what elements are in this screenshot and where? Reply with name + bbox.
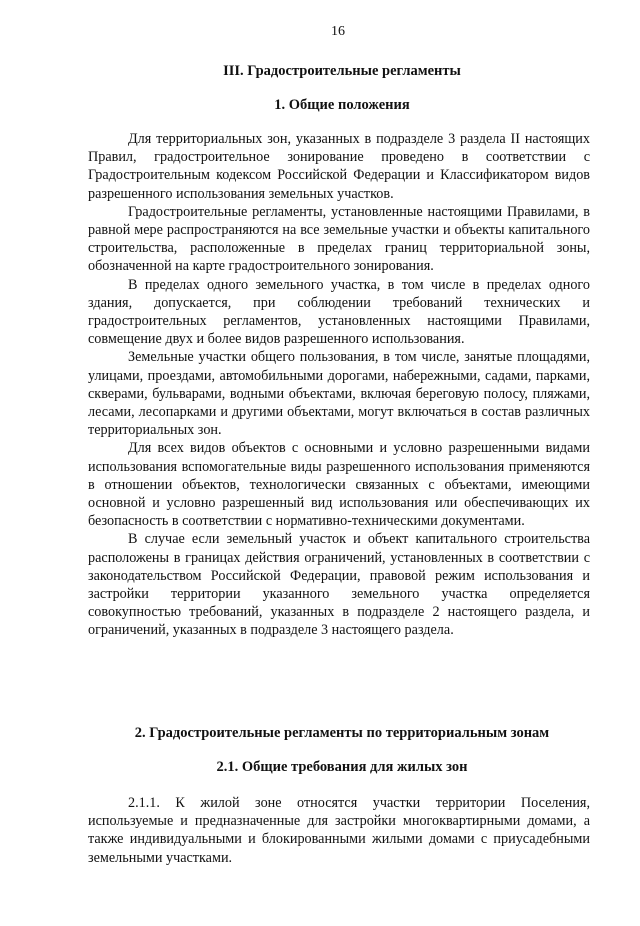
section-title: III. Градостроительные регламенты [223,63,461,79]
subsection-title-residential-zones: 2.1. Общие требования для жилых зон [216,759,468,775]
subsection-title-zone-regulations: 2. Градостроительные регламенты по территориальным зонам [134,725,550,741]
paragraph: Градостроительные регламенты, установленные настоящими Правилами, в равной мере распространяются на все земельные участки и объекты капитального строительства, расположенные в пределах границ территориальной зоны, обозначенной на карте градостроительного зонирования. [88,203,590,275]
paragraph: Для всех видов объектов с основными и условно разрешенными видами использования вспомогательные виды разрешенного использования применяются в отношении объектов, технологически связанных с объектами, имеющими основной и условно разрешенный вид использования или обеспечивающих их безопасность в соответствии с нормативно-техническими документами. [88,440,590,530]
paragraph: 2.1.1. К жилой зоне относятся участки территории Поселения, используемые и предназначенные для застройки многоквартирными домами, а также индивидуальными и блокированными жилыми домами с приусадебными земельными участками. [88,795,590,866]
page-number: 16 [331,24,345,39]
paragraph: В случае если земельный участок и объект капитального строительства расположены в границах действия ограничений, установленных в соответствии с законодательством Российской Федерации, правовой режим использования и застройки территории указанного земельного участка определяется совокупностью требований, указанных в подразделе 2 настоящего раздела, и ограничений, указанных в подразделе 3 настоящего раздела. [88,531,590,639]
paragraph: В пределах одного земельного участка, в том числе в пределах одного здания, допускается, при соблюдении требований технических и градостроительных регламентов, установленных настоящими Правилами, совмещение двух и более видов разрешенного использования. [88,276,590,348]
general-provisions-body [88,130,590,640]
subsection-title-general-provisions: 1. Общие положения [274,97,410,113]
paragraph: Для территориальных зон, указанных в подразделе 3 раздела II настоящих Правил, градостроительное зонирование проведено в соответствии с Градостроительным кодексом Российской Федерации и Классификатором видов разрешенного использования земельных участков. [88,131,590,202]
residential-zones-body [88,794,590,867]
paragraph: Земельные участки общего пользования, в том числе, занятые площадями, улицами, проездами, автомобильными дорогами, набережными, садами, парками, скверами, бульварами, водными объектами, включая береговую полосу, пляжами, лесами, лесопарками и другими объектами, могут включаться в состав различных территориальных зон. [88,349,590,439]
